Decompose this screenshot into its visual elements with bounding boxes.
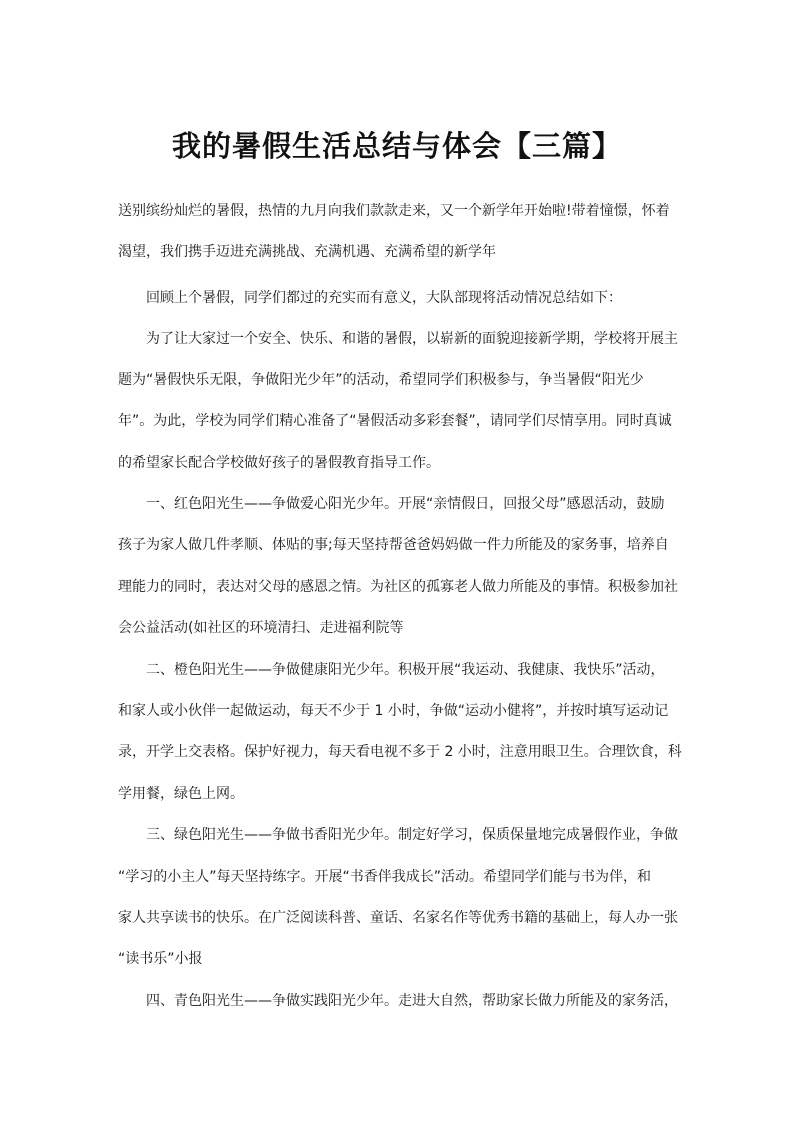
- text-line: 三、绿色阳光生——争做书香阳光少年。制定好学习，保质保量地完成暑假作业，争做: [146, 827, 678, 843]
- text-line: 孩子为家人做几件孝顺、体贴的事;每天坚持帮爸爸妈妈做一件力所能及的家务事，培养自: [118, 537, 669, 553]
- text-line: 回顾上个暑假，同学们都过的充实而有意义，大队部现将活动情况总结如下：: [146, 290, 622, 306]
- text-line: 理能力的同时，表达对父母的感恩之情。为社区的孤寡老人做力所能及的事情。积极参加社: [118, 579, 678, 595]
- text-line: 渴望，我们携手迈进充满挑战、充满机遇、充满希望的新学年: [118, 244, 496, 260]
- text-line: 的希望家长配合学校做好孩子的暑假教育指导工作。: [118, 455, 440, 471]
- text-line: 学用餐，绿色上网。: [118, 786, 244, 802]
- text-line: 家人共享读书的快乐。在广泛阅读科普、童话、名家名作等优秀书籍的基础上，每人办一张: [118, 910, 678, 926]
- text-line: 四、青色阳光生——争做实践阳光少年。走进大自然，帮助家长做力所能及的家务活，: [146, 993, 678, 1009]
- text-line: 和家人或小伙伴一起做运动，每天不少于 1 小时，争做“运动小健将”，并按时填写运动记: [118, 703, 669, 719]
- document-title: 我的暑假生活总结与体会【三篇】: [171, 129, 622, 163]
- text-line: 二、橙色阳光生——争做健康阳光少年。积极开展“我运动、我健康、我快乐”活动，: [146, 662, 665, 678]
- text-line: 一、红色阳光生——争做爱心阳光少年。开展“亲情假日，回报父母”感恩活动，鼓励: [146, 496, 665, 512]
- text-line: 送别缤纷灿烂的暑假，热情的九月向我们款款走来，又一个新学年开始啦!带着憧憬，怀着: [118, 203, 670, 219]
- text-line: 年”。为此，学校为同学们精心准备了“暑假活动多彩套餐”，请同学们尽情享用。同时真诚: [118, 413, 672, 429]
- text-line: “读书乐”小报: [118, 951, 203, 967]
- text-line: “学习的小主人”每天坚持练字。开展“书香伴我成长”活动。希望同学们能与书为伴，和: [118, 869, 652, 885]
- text-line: 会公益活动(如社区的环境清扫、走进福利院等: [118, 620, 404, 636]
- text-line: 录，开学上交表格。保护好视力，每天看电视不多于 2 小时，注意用眼卫生。合理饮食，科: [118, 744, 682, 760]
- text-line: 为了让大家过一个安全、快乐、和谐的暑假，以崭新的面貌迎接新学期，学校将开展主: [146, 331, 678, 347]
- text-line: 题为“暑假快乐无限，争做阳光少年”的活动，希望同学们积极参与，争当暑假“阳光少: [118, 372, 644, 388]
